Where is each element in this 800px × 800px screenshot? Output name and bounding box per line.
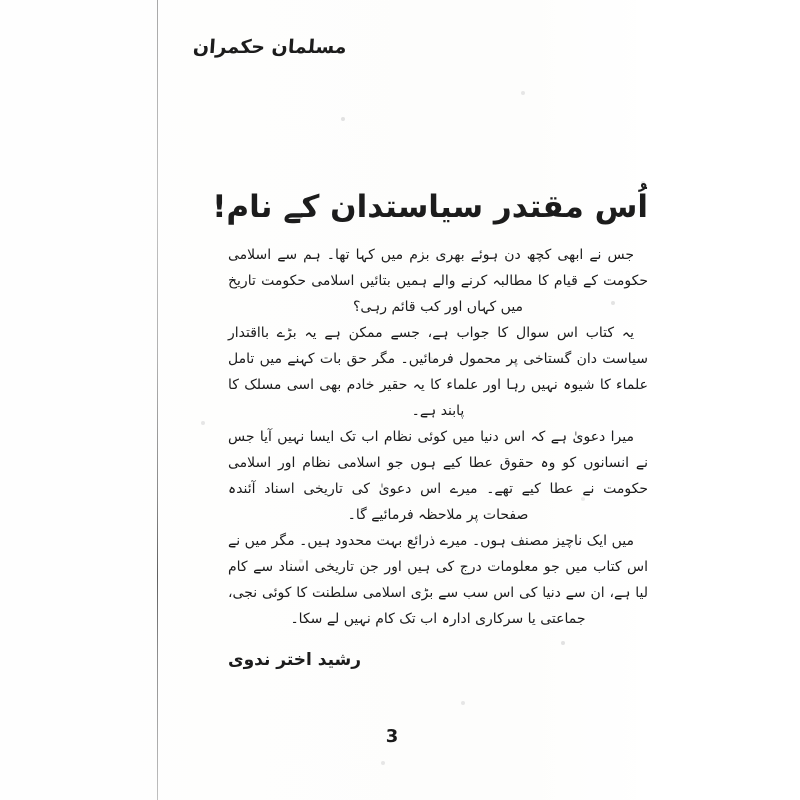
page-number: 3 xyxy=(385,726,399,747)
paragraph: میرا دعویٰ ہے کہ اس دنیا میں کوئی نظام اب تک ایسا نہیں آیا جس نے انسانوں کو وہ حقوق عطا کیے ہوں جو اسلامی نظام اور اسلامی حکومت نے عطا کیے تھے۔ میرے اس دعویٰ کی تاریخی اسناد آئندہ صفحات پر ملاحظہ فرمائیے گا۔ xyxy=(228,429,648,523)
page-gutter-line xyxy=(157,0,158,800)
scan-specks xyxy=(0,0,2,2)
paragraph: میں ایک ناچیز مصنف ہوں۔ میرے ذرائع بہت محدود ہیں۔ مگر میں نے اس کتاب میں جو معلومات درج کی ہیں اور جن تاریخی اسناد سے کام لیا ہے، ان سے دنیا کی اس سب سے بڑی اسلامی سلطنت کا کوئی نجی، جماعتی یا سرکاری ادارہ اب تک کام نہیں لے سکا۔ xyxy=(228,533,648,627)
paragraph: جس نے ابھی کچھ دن ہوئے بھری بزم میں کہا تھا۔ ہم سے اسلامی حکومت کے قیام کا مطالبہ کرنے والے ہمیں بتائیں اسلامی حکومت تاریخ میں کہاں اور کب قائم رہی؟ xyxy=(228,247,648,315)
running-header: مسلمان حکمران xyxy=(192,36,348,58)
body-text xyxy=(228,242,648,673)
paragraph: یہ کتاب اس سوال کا جواب ہے، جسے ممکن ہے یہ بڑے بااقتدار سیاست دان گستاخی پر محمول فرمائیں۔ مگر حق بات کہنے میں تامل علماء کا شیوہ نہیں رہا اور علماء کا یہ حقیر خادم بھی اسی مسلک کا پابند ہے۔ xyxy=(228,325,648,419)
chapter-title: اُس مقتدر سیاستدان کے نام! xyxy=(212,188,648,225)
author-signature: رشید اختر ندوی xyxy=(228,650,362,670)
